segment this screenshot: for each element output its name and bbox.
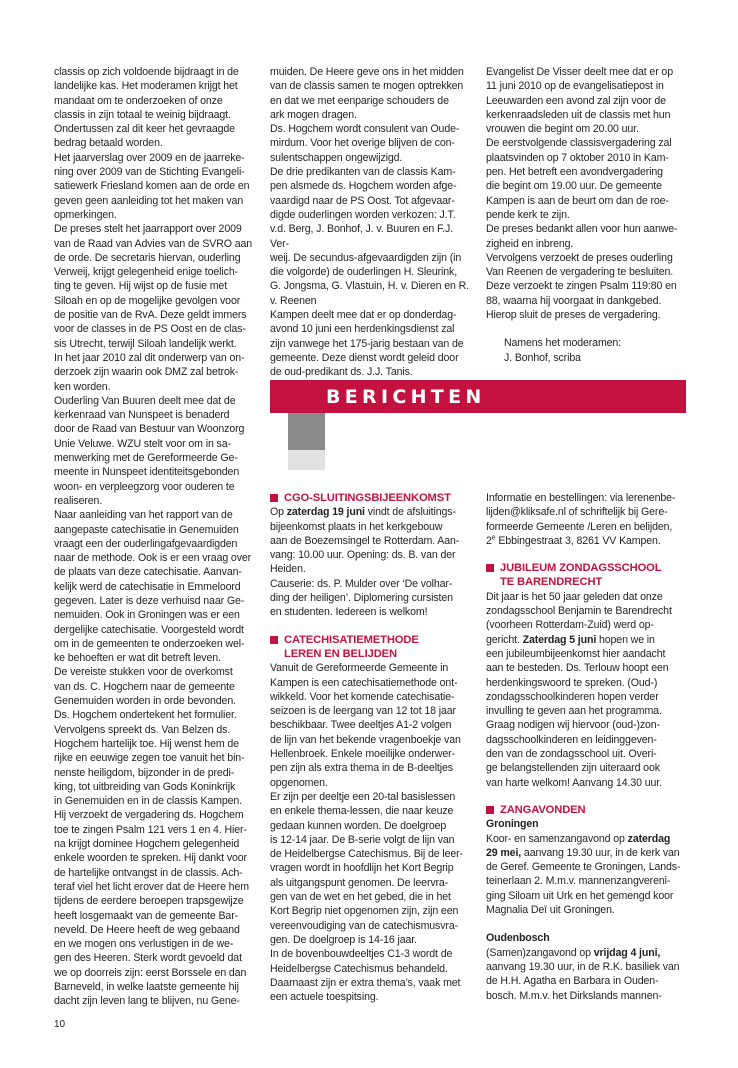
text-line: aan de Boezemsingel te Rotterdam. Aan- [270,534,460,547]
text-line: (voorheen Rotterdam-Zuid) werd op- [486,619,654,632]
text-line: Leeuwarden een avond zal zijn voor de [486,94,666,107]
berichten-column-right [486,491,686,1003]
text-line: Er zijn per deeltje een 20-tal basislessen [270,790,456,803]
text-line: ging Siloam uit Urk en het gemengd koor [486,889,674,902]
text-line: derzoek zijn waarin ook DMZ zal betrok- [54,366,239,379]
text-line: toe te zingen Psalm 121 vers 1 en 4. Hier- [54,823,247,836]
text-line: Kampen is een catechisatiemethode ont- [270,676,458,689]
text-line: menwerking met de Gereformeerde Ge- [54,452,238,465]
groningen-line-1: Koor- en samenzangavond op zaterdag [486,832,671,845]
text-line: de lijn van het bekende vragenboekje van [270,733,461,746]
text-line: G. Jongsma, G. Vlastuin, H. v. Dieren en R. [270,280,469,293]
text-line: invulling te geven aan het programma. [486,705,662,718]
text-line: Vanuit de Gereformeerde Gemeente in [270,662,449,675]
text-line: De preses stelt het jaarrapport over 2009 [54,223,242,236]
text-line: van ds. C. Hogchem naar de gemeente [54,680,235,693]
text-line: realiseren. [54,494,103,507]
text-line: v.d. Berg, J. Bonhof, J. v. Buuren en F.J. Ver- [270,223,453,250]
text-line: ken worden. [54,380,111,393]
text-line: om in de gemeenten te onderzoeken wel- [54,637,245,650]
text-line: formeerde Gemeente /Leren en belijden, [486,520,673,533]
text-line: kelijk werd de catechisatie in Emmeloord [54,580,241,593]
text-line: gen van de wet en het gebed, die in het [270,891,451,904]
text-line: De vereiste stukken voor de overkomst [54,666,233,679]
text-line: satiewerk Friesland komen aan de orde en [54,180,250,193]
cgo-first-line: Op zaterdag 19 juni vindt de afsluitings- [270,506,456,519]
text-line: zondagsschool Benjamin te Barendrecht [486,605,672,618]
text-line: Verweij, krijgt gelegenheid enige toelich- [54,266,238,279]
oudenbosch-line-1: (Samen)zangavond op vrijdag 4 juni, [486,946,661,959]
text-line: Siloah en op de mogelijke gevolgen voor [54,294,241,307]
text-line: gen des Heeren. Sterk wordt gevoeld dat [54,952,242,965]
text-line: ark mogen dragen. [270,108,357,121]
text-line: de oud-predikant ds. J.J. Tanis. [270,366,413,379]
text-line: na krijgt dominee Hogchem gelegenheid [54,838,240,851]
text-line: De preses bedankt allen voor hun aanwe- [486,223,678,236]
text-line: Ds. Hogchem wordt consulent van Oude- [270,123,460,136]
text-line: aangepaste catechisatie in Genemuiden [54,523,239,536]
text-line: classis op zich voldoende bijdraagt in de [54,66,239,78]
text-line: Heiden. [270,563,306,576]
text-line: nemuiden. Ook in Groningen was er een [54,609,240,622]
text-line: Barneveld, in welke laatste gemeente hij [54,981,239,993]
text-line: voor de classes in de PS Oost en de clas- [54,323,246,336]
article-column-3 [486,65,686,365]
text-line: zondagsschoolkinderen hopen verder [486,690,659,703]
text-line: muiden. De Heere geve ons in het midden [270,66,464,78]
catechisatie-paragraph [270,661,472,1004]
text-line: beschikbaar. Twee deeltjes A1-2 volgen [270,719,452,732]
text-line: teinerlaan 2. M.m.v. mannenzangvereni- [486,875,671,888]
text-line: ge belangstellenden zijn uiteraard ook [486,762,660,775]
catechisatie-info [486,491,686,534]
text-line: en studenten. Iedereen is welkom! [270,606,428,619]
cgo-causerie [270,577,472,620]
text-line: Deze verzoekt te zingen Psalm 119:80 en [486,280,677,293]
text-line: bijeenkomst plaats in het kerkgebouw [270,520,443,533]
text-line: vragen wordt in hoofdlijn het Kort Begrip [270,862,454,875]
text-line: vrouwen die begint om 20.00 uur. [486,123,639,136]
text-line: aanvang 19.30 uur, in de R.K. basiliek van [486,960,680,973]
text-line: king, tot uitbreiding van Gods Koninkrijk [54,780,236,793]
text-line: Vervolgens spreekt ds. Van Belzen ds. [54,723,231,736]
berichten-column-left [270,491,472,1004]
text-line: neveld. De Heere heeft de weg gebaand [54,923,240,936]
text-line: v. Reenen [270,294,317,307]
text-line: Magnalia Deï uit Groningen. [486,904,615,917]
text-line: de positie van de RvA. Deze geldt immers [54,309,247,322]
cgo-paragraph [270,520,472,577]
text-line: ting te geven. Hij wijst op de fusie met [54,280,228,293]
text-line: we op doorreis zijn: eerst Borssele en dan [54,966,247,979]
text-line: pen. Het betreft een avondvergadering [486,166,663,179]
text-line: rijke en eeuwige zegen toe vanuit het bin- [54,752,245,765]
text-line: een jubileumbijeenkomst hier aandacht [486,647,666,660]
text-line: opmerkingen. [54,208,117,221]
text-line: mirdum. Voor het overige blijven de con- [270,137,455,150]
text-line: vraagt een der ouderlingafgevaardigden [54,537,238,550]
cgo-heading: CGO-SLUITINGSBIJEENKOMST [270,491,472,505]
page-number: 10 [54,1019,66,1030]
text-line: opgenomen. [270,776,328,789]
text-line: Vervolgens verzoekt de preses ouderling [486,251,673,264]
catechisatie-heading: CATECHISATIEMETHODE LEREN EN BELIJDEN [270,633,472,662]
text-line: en enkele thema-lessen, die naar keuze [270,805,454,818]
jubileum-paragraph-a [486,590,686,633]
text-line: en dat we met eenparige schouders de [270,94,449,107]
text-line: dagsschoolkinderen en leidinggeven- [486,733,657,746]
text-line: en we mogen ons verlustigen in de we- [54,938,234,951]
text-line: Evangelist De Visser deelt mee dat er op [486,66,673,78]
text-line: In de bovenbouwdeeltjes C1-3 wordt de [270,948,453,961]
text-line: classis in zijn totaal te weinig bijdraagt. [54,108,231,121]
article-column-2 [270,65,472,380]
text-line: Van Reenen de vergadering te besluiten. [486,266,674,279]
text-line: Dit jaar is het 50 jaar geleden dat onze [486,590,663,603]
text-line: Het jaarverslag over 2009 en de jaarreke- [54,151,245,164]
jubileum-heading: JUBILEUM ZONDAGSSCHOOL TE BARENDRECHT [486,561,686,590]
text-line: geven geen aanleiding tot het maken van [54,194,244,207]
text-line: tijdens de eerdere beroepen trapsgewijze [54,895,244,908]
text-line: een actuele toespitsing. [270,991,379,1004]
text-line: landelijke kas. Het moderamen krijgt het [54,80,238,93]
text-line: dacht zijn leven lang te blijven, nu Gene- [54,995,240,1008]
groningen-line-2: 29 mei, aanvang 19.30 uur, in de kerk van [486,846,680,859]
text-line: ding der heiligen’. Diplomering cursisten [270,592,453,605]
text-line: Genemuiden worden in orde bevonden. [54,695,236,708]
text-line: gegeven. Later is deze verhuisd naar Ge- [54,594,245,607]
catechisatie-address: 2e Ebbingestraat 3, 8261 VV Kampen. [486,534,661,547]
text-line: Ouderling Van Buuren deelt mee dat de [54,394,236,407]
text-line: door de Raad van Bestuur van Woonzorg [54,423,245,436]
text-line: Kampen deelt mee dat er op donderdag- [270,309,457,322]
banner-title: BERICHTEN [326,386,486,408]
text-line: plaatsvinden op 7 oktober 2010 in Kam- [486,151,669,164]
text-line: die begint om 19.00 uur. De gemeente [486,180,662,193]
text-line: zijn vanwege het 175-jarig bestaan van de [270,337,464,350]
text-line: In het jaar 2010 zal dit onderwerp van on- [54,351,245,364]
text-line: ke behoeften er wat dit betreft leven. [54,652,221,665]
text-line: enkele woorden te spreken. Hij dankt voor [54,852,247,865]
text-line: van harte welkom! Aanvang 14.30 uur. [486,776,662,789]
text-line: bedrag betaald worden. [54,137,163,150]
text-line: de plaats van deze catechisatie. Aanvan- [54,566,242,579]
oudenbosch-paragraph [486,960,686,1003]
text-line: Hellenbroek. Enkele moeilijke onderwer- [270,748,455,761]
text-line: mandaat om te onderzoeken of onze [54,94,223,107]
text-line: Heidelbergse Catechismus behandeld. [270,962,448,975]
jubileum-paragraph-c [486,647,686,790]
text-line: kerkenraadsleden uit de classis met hun [486,108,671,121]
text-line: ning over 2009 van de Stichting Evangeli- [54,166,245,179]
text-line: die volgorde) de ouderlingen H. Sleurink, [270,266,458,279]
text-line: woon- en verpleegzorg voor ouderen te [54,480,235,493]
text-line: meente in Nunspeet identiteitsgebonden [54,466,240,479]
text-line: kerkenraad van Nunspeet is benaderd [54,409,230,422]
signature-line-1: Namens het moderamen: [504,337,622,350]
text-line: Causerie: ds. P. Mulder over ‘De volhar- [270,577,453,590]
signature-line-2: J. Bonhof, scriba [504,351,581,364]
jubileum-date-line: gericht. Zaterdag 5 juni hopen we in [486,633,655,646]
text-line: pen alsmede ds. Hogchem worden afge- [270,180,457,193]
text-line: Kort Begrip niet opgenomen zijn, zijn een [270,905,459,918]
oudenbosch-title: Oudenbosch [486,932,550,945]
text-line: als uitgangspunt genomen. De leervra- [270,876,449,889]
text-line: wikkeld. Voor het komende catechisatie- [270,690,455,703]
text-line: van de Raad van Advies van de SVRO aan [54,237,253,250]
article-column-1 [54,65,255,1009]
text-line: gemeente. Deze dienst wordt geleid door [270,351,459,364]
groningen-paragraph [486,860,686,917]
text-line: vang: 10.00 uur. Opening: ds. B. van der [270,549,456,562]
text-line: dergelijke catechisatie. Voorgesteld wordt [54,623,244,636]
text-line: Unie Veluwe. WZU stelt voor om in sa- [54,437,231,450]
text-line: 11 juni 2010 op de evangelisatiepost in [486,80,664,93]
text-line: sulentschappen ongewijzigd. [270,151,403,164]
text-line: aan te besteden. Ds. Terlouw hoopt een [486,662,669,675]
text-line: weij. De secundus-afgevaardigden zijn (in [270,251,462,264]
text-line: van de classis samen te mogen optrekken [270,80,464,93]
text-line: gen. De doelgroep is 14-16 jaar. [270,933,417,946]
text-line: De drie predikanten van de classis Kam- [270,166,456,179]
text-line: lijden@kliksafe.nl of schriftelijk bij Gere- [486,506,668,519]
text-line: nenste heiligdom, bijzonder in de predi- [54,766,235,779]
decorative-gray-square [288,413,325,450]
text-line: herdenkingswoord te spreken. (Oud-) [486,676,658,689]
text-line: pen zijn als extra thema in de B-deeltjes [270,762,453,775]
text-line: naar de methode. Ook is er een vraag over [54,552,252,565]
groningen-title: Groningen [486,818,539,831]
decorative-light-square [288,450,325,470]
text-line: Hij verzoekt de vergadering ds. Hogchem [54,809,244,822]
text-line: in Genemuiden en in de classis Kampen. [54,795,243,808]
text-line: den van de zondagsschool uit. Overi- [486,748,657,761]
text-line: vaardigd naar de PS Oost. Tot afgevaar- [270,194,455,207]
text-line: digde ouderlingen worden verkozen: J.T. [270,208,456,221]
text-line: de Heidelbergse Catechismus. Bij de leer- [270,848,463,861]
text-line: Ondertussen zal dit keer het gevraagde [54,123,235,136]
text-line: zigheid en inbreng. [486,237,574,250]
text-line: Hogchem hartelijk toe. Hij wenst hem de [54,737,239,750]
text-line: Informatie en bestellingen: via lerenenbe- [486,492,676,504]
zangavonden-heading: ZANGAVONDEN [486,803,686,817]
text-line: de orde. De secretaris hiervan, ouderling [54,251,241,264]
text-line: sis Utrecht, terwijl Siloah landelijk werkt. [54,337,237,350]
text-line: vereenvoudiging van de catechismusvra- [270,919,459,932]
text-line: avond 10 juni een herdenkingsdienst zal [270,323,455,336]
text-line: de Geref. Gemeente te Groningen, Lands- [486,861,681,874]
text-line: seizoen is de leergang van 12 tot 18 jaar [270,705,456,718]
text-line: Naar aanleiding van het rapport van de [54,509,233,522]
text-line: de H.H. Agatha en Barbara in Ouden- [486,975,659,988]
text-line: pende kerk te zijn. [486,208,570,221]
text-line: teraf viel het licht erover dat de Heere hem [54,880,249,893]
text-line: Ds. Hogchem ondertekent het formulier. [54,709,237,722]
text-line: Graag nodigen wij hiervoor (oud-)zon- [486,719,660,732]
text-line: de hartelijke ontvangst in de classis. Ach- [54,866,243,879]
text-line: gedaan kunnen worden. De doelgroep [270,819,447,832]
closing-text [486,65,686,322]
text-line: bosch. M.m.v. het Dirkslands mannen- [486,989,662,1002]
text-line: 88, waarna hij voorgaat in dankgebed. [486,294,662,307]
text-line: heeft losgemaakt van de gemeente Bar- [54,909,239,922]
text-line: Hierop sluit de preses de vergadering. [486,309,661,322]
text-line: De eerstvolgende classisvergadering zal [486,137,672,150]
text-line: is 12-14 jaar. De B-serie volgt de lijn van [270,833,455,846]
text-line: Daarnaast zijn er extra thema’s, vaak met [270,976,461,989]
text-line: Kampen is aan de beurt om dan de roe- [486,194,669,207]
